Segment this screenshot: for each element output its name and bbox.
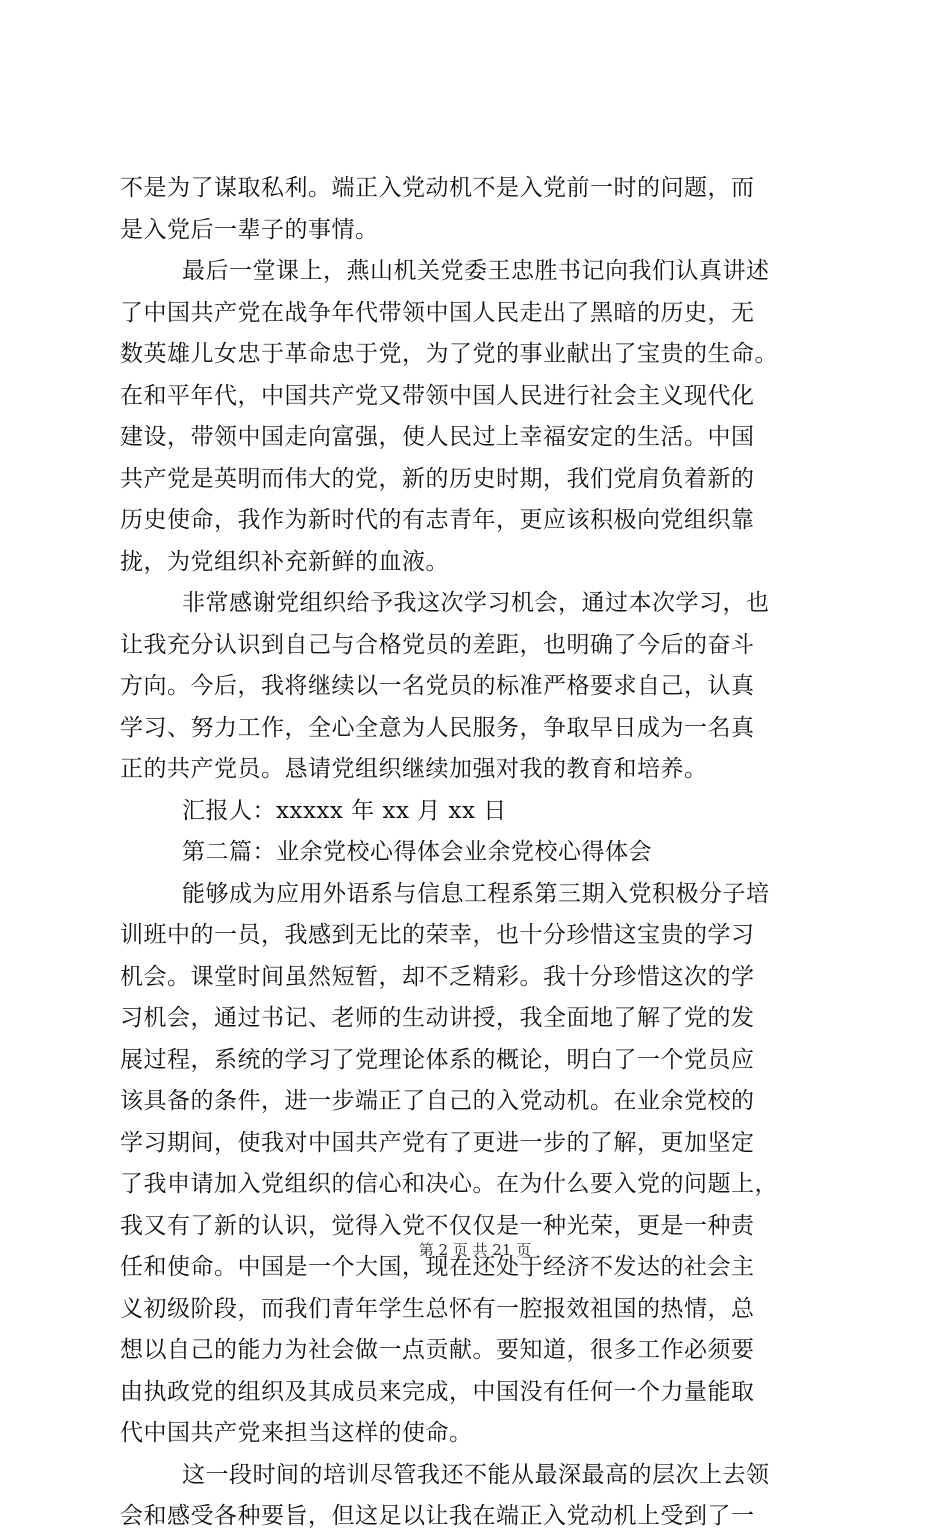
text-line: 该具备的条件，进一步端正了自己的入党动机。在业余党校的 <box>120 1088 755 1114</box>
text-line: 展过程，系统的学习了党理论体系的概论，明白了一个党员应 <box>120 1046 755 1073</box>
paragraph-start-line: 能够成为应用外语系与信息工程系第三期入党积极分子培 <box>182 880 770 907</box>
text-line: 方向。今后，我将继续以一名党员的标准严格要求自己，认真 <box>120 673 755 699</box>
text-line: 正的共产党员。恳请党组织继续加强对我的教育和培养。 <box>120 756 708 782</box>
text-line: 习机会，通过书记、老师的生动讲授，我全面地了解了党的发 <box>120 1005 755 1031</box>
text-line: 由执政党的组织及其成员来完成，中国没有任何一个力量能取 <box>120 1378 755 1405</box>
paragraph-start-line: 这一段时间的培训尽管我还不能从最深最高的层次上去领 <box>182 1461 770 1488</box>
paragraph-start-line: 最后一堂课上，燕山机关党委王忠胜书记向我们认真讲述 <box>182 258 770 284</box>
text-line: 共产党是英明而伟大的党，新的历史时期，我们党肩负着新的 <box>120 465 755 492</box>
text-line: 在和平年代，中国共产党又带领中国人民进行社会主义现代化 <box>120 382 755 409</box>
text-line: 拢，为党组织补充新鲜的血液。 <box>120 548 449 575</box>
text-line: 义初级阶段，而我们青年学生总怀有一腔报效祖国的热情，总 <box>120 1295 755 1322</box>
text-line: 让我充分认识到自己与合格党员的差距，也明确了今后的奋斗 <box>120 631 755 658</box>
text-line: 想以自己的能力为社会做一点贡献。要知道，很多工作必须要 <box>120 1337 755 1363</box>
page-footer: 第 2 页 共 21 页 <box>418 1241 532 1259</box>
text-line: 任和使命。中国是一个大国，现在还处于经济不发达的社会主 <box>120 1254 755 1280</box>
text-line: 是入党后一辈子的事情。 <box>120 216 379 243</box>
text-line: 了中国共产党在战争年代带领中国人民走出了黑暗的历史，无 <box>120 299 755 326</box>
text-line: 训班中的一员，我感到无比的荣幸，也十分珍惜这宝贵的学习 <box>120 922 755 948</box>
reporter-signature-line: 汇报人：xxxxx 年 xx 月 xx 日 <box>182 797 507 824</box>
text-line: 学习期间，使我对中国共产党有了更进一步的了解，更加坚定 <box>120 1129 755 1156</box>
text-line: 我又有了新的认识，觉得入党不仅仅是一种光荣，更是一种责 <box>120 1212 755 1239</box>
text-line: 建设，带领中国走向富强，使人民过上幸福安定的生活。中国 <box>120 424 755 450</box>
text-line: 学习、努力工作，全心全意为人民服务，争取早日成为一名真 <box>120 714 755 741</box>
text-line: 代中国共产党来担当这样的使命。 <box>120 1420 473 1446</box>
section-heading: 第二篇：业余党校心得体会业余党校心得体会 <box>182 839 652 865</box>
text-line: 了我申请加入党组织的信心和决心。在为什么要入党的问题上， <box>120 1171 778 1197</box>
text-line: 不是为了谋取私利。端正入党动机不是入党前一时的问题，而 <box>120 175 755 201</box>
text-line: 机会。课堂时间虽然短暂，却不乏精彩。我十分珍惜这次的学 <box>120 963 755 990</box>
text-line: 数英雄儿女忠于革命忠于党，为了党的事业献出了宝贵的生命。 <box>120 341 778 367</box>
text-line: 历史使命，我作为新时代的有志青年，更应该积极向党组织靠 <box>120 507 755 533</box>
paragraph-start-line: 非常感谢党组织给予我这次学习机会，通过本次学习，也 <box>182 590 770 616</box>
text-line: 会和感受各种要旨，但这足以让我在端正入党动机上受到了一 <box>120 1503 755 1529</box>
document-body <box>120 168 830 1538</box>
